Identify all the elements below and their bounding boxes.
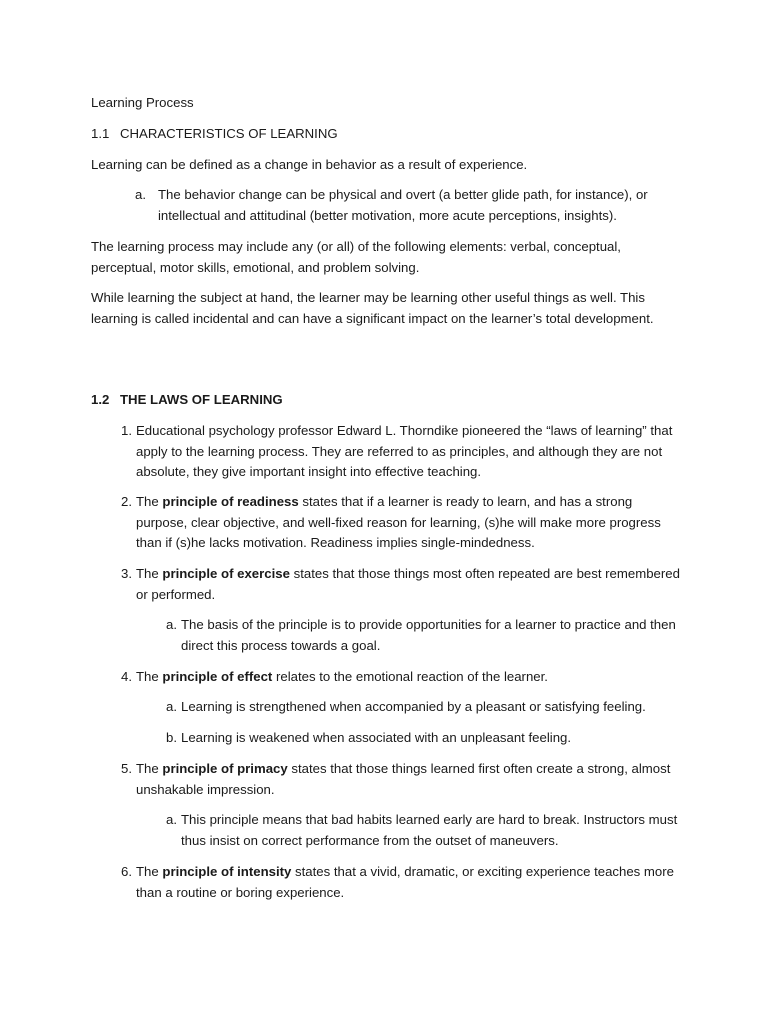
list-item-6	[121, 862, 681, 903]
list-marker: a.	[166, 812, 177, 827]
section-1-title: CHARACTERISTICS OF LEARNING	[120, 126, 338, 141]
list-marker: b.	[166, 730, 177, 745]
list-item-text: Educational psychology professor Edward L. Thorndike pioneered the “laws of learning” that apply to the learning process. They are referred to as principles, and although they are not absolute, they give important insight into effective teaching.	[136, 423, 673, 479]
principle-term: principle of primacy	[162, 761, 288, 776]
list-item-1	[121, 421, 681, 483]
document-title: Learning Process	[91, 95, 194, 110]
list-item-text: Learning is weakened when associated with an unpleasant feeling.	[181, 730, 572, 745]
list-item-prefix: The	[136, 761, 163, 776]
section-1-paragraph-2: The learning process may include any (or all) of the following elements: verbal, conceptual, perceptual, motor skills, emotional, and problem solving.	[91, 239, 621, 275]
list-item-text: The basis of the principle is to provide opportunities for a learner to practice and then direct this process towards a goal.	[181, 617, 676, 653]
list-item-prefix: The	[136, 566, 163, 581]
list-item-text: states that if a learner is ready to learn, and has a strong purpose, clear objective, and well-fixed reason for learning, (s)he will make more progress than if (s)he lacks motivation. Readiness implies single-mindedness.	[136, 494, 661, 550]
section-1-heading	[91, 124, 681, 145]
list-marker: a.	[135, 187, 146, 202]
list-item-text: states that those things learned first often create a strong, almost unshakable impression.	[136, 761, 671, 797]
section-2-number: 1.2	[91, 392, 110, 407]
principle-term: principle of exercise	[162, 566, 290, 581]
principle-term: principle of effect	[162, 669, 273, 684]
list-item-prefix: The	[136, 864, 163, 879]
section-2-heading	[91, 390, 681, 411]
list-item-4	[121, 667, 681, 688]
list-item-5	[121, 759, 681, 800]
list-item-text: The behavior change can be physical and overt (a better glide path, for instance), or intellectual and attitudinal (better motivation, more acute perceptions, insights).	[158, 187, 648, 223]
section-1-intro: Learning can be defined as a change in behavior as a result of experience.	[91, 157, 528, 172]
list-item-5a	[166, 810, 681, 851]
principle-term: principle of readiness	[162, 494, 299, 509]
list-marker: a.	[166, 617, 177, 632]
list-item-3a	[166, 615, 681, 656]
list-item-text: Learning is strengthened when accompanied by a pleasant or satisfying feeling.	[181, 699, 646, 714]
list-item-prefix: The	[136, 669, 163, 684]
list-marker: a.	[166, 699, 177, 714]
list-item-1a	[135, 185, 681, 226]
list-item-text: states that a vivid, dramatic, or exciting experience teaches more than a routine or boring experience.	[136, 864, 674, 900]
list-marker: 4.	[121, 669, 132, 684]
list-marker: 1.	[121, 423, 132, 438]
list-marker: 3.	[121, 566, 132, 581]
list-item-text: This principle means that bad habits learned early are hard to break. Instructors must thus insist on correct performance from the outset of maneuvers.	[181, 812, 678, 848]
list-marker: 5.	[121, 761, 132, 776]
list-item-4b	[166, 728, 681, 749]
list-item-4a	[166, 697, 681, 718]
list-item-text: states that those things most often repeated are best remembered or performed.	[136, 566, 680, 602]
section-1-paragraph-3: While learning the subject at hand, the learner may be learning other useful things as well. This learning is called incidental and can have a significant impact on the learner’s total development.	[91, 290, 654, 326]
list-marker: 2.	[121, 494, 132, 509]
list-item-text: relates to the emotional reaction of the learner.	[272, 669, 548, 684]
list-item-3	[121, 564, 681, 605]
list-item-2	[121, 492, 681, 554]
section-1-number: 1.1	[91, 126, 110, 141]
list-item-prefix: The	[136, 494, 163, 509]
section-2-title: THE LAWS OF LEARNING	[120, 392, 283, 407]
list-marker: 6.	[121, 864, 132, 879]
principle-term: principle of intensity	[162, 864, 292, 879]
